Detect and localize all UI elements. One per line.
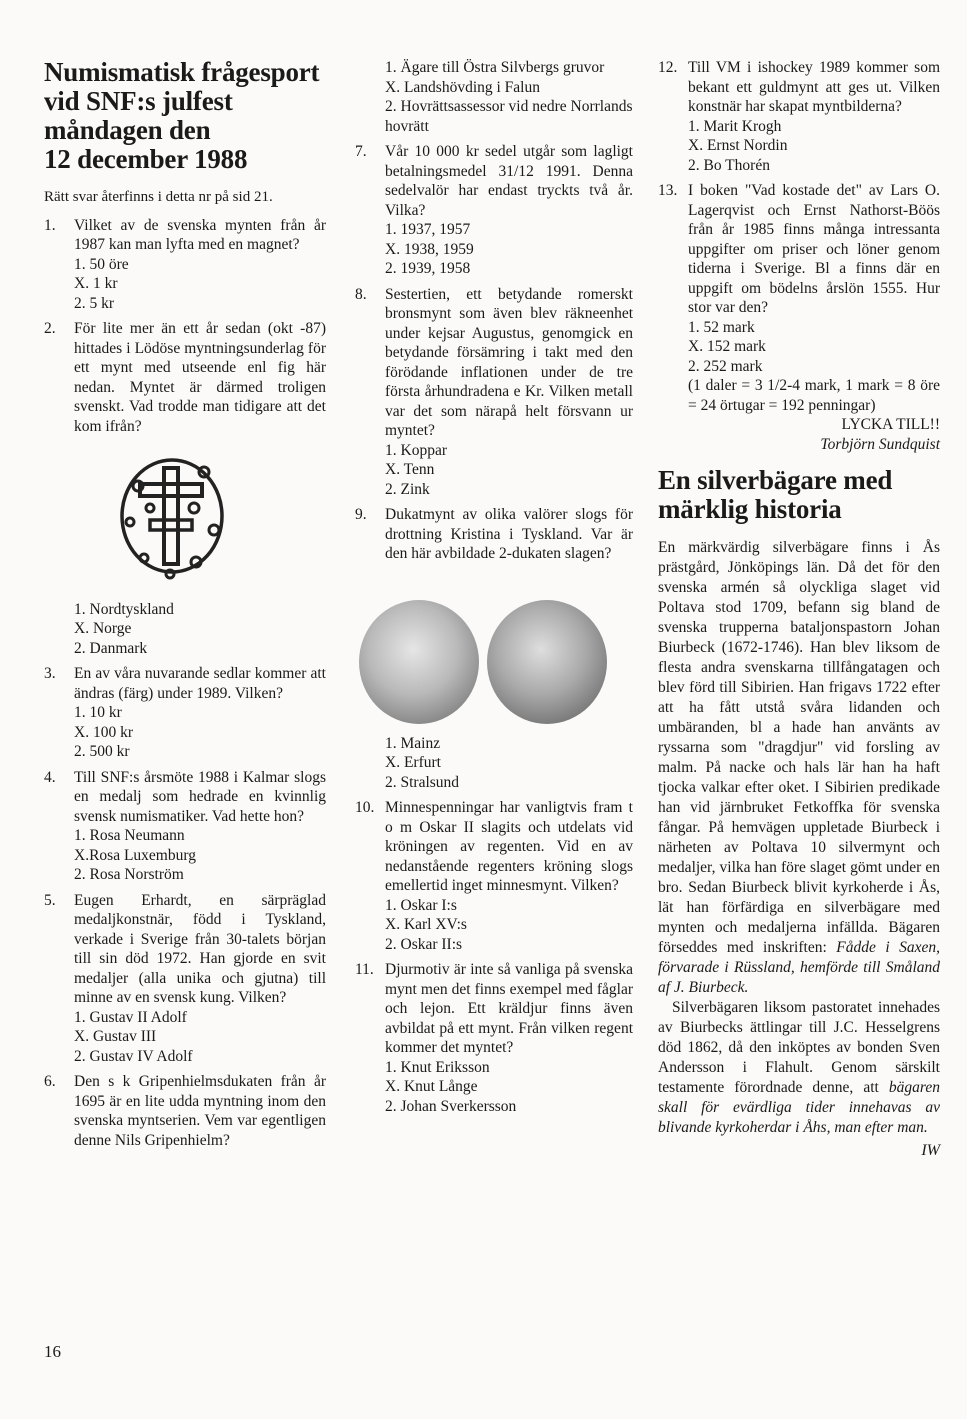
question-2 xyxy=(44,319,326,658)
answer-option: 2. 252 mark xyxy=(688,357,763,375)
question-number: 13. xyxy=(658,182,678,199)
answer-option: 2. Danmark xyxy=(74,639,148,657)
article-signature: IW xyxy=(921,1142,940,1159)
answer-option: 1. Mainz xyxy=(385,734,441,752)
paragraph-text: Silverbägaren liksom pastoratet innehades av Biurbecks ättlingar till J.C. Hesselgrens död 1862, då den inköptes av bonden Sven Andersson i Flahult. Genom särskilt testamente förordnade denne, att xyxy=(658,999,940,1096)
question-number: 3. xyxy=(44,665,56,682)
article-title xyxy=(44,58,326,174)
answer-option: 1. 1937, 1957 xyxy=(385,221,471,238)
question-5 xyxy=(44,891,326,1067)
article-paragraph xyxy=(658,998,940,1138)
column-middle xyxy=(355,58,633,1122)
article-title xyxy=(658,466,940,524)
question-4 xyxy=(44,768,326,885)
question-12 xyxy=(658,58,940,175)
answer-option: 1. Koppar xyxy=(385,441,447,459)
question-1 xyxy=(44,216,326,314)
answer-option: 2. Johan Sverkersson xyxy=(385,1097,517,1115)
title-line: Numismatisk frågesport xyxy=(44,57,320,87)
testament-text: bägaren skall för evärdliga tider innehavas av blivande kyrkoherdar i Åhs, man efter man. xyxy=(658,1079,940,1136)
question-text: I boken "Vad kostade det" av Lars O. Lagerqvist och Ernst Nathorst-Böös från år 1985 finns många intressanta uppgifter om priser och löner genom tiderna i Sverige. Bl a finns där en uppgift om bödelns årslön 1555. Hur stor var den? xyxy=(688,182,940,316)
answer-option: X. Landshövding i Falun xyxy=(385,78,540,96)
answer-option: 1. Ägare till Östra Silvbergs gruvor xyxy=(385,59,605,76)
question-11 xyxy=(355,960,633,1116)
title-line: märklig historia xyxy=(658,494,842,524)
question-number: 8. xyxy=(355,285,367,303)
question-text: Den s k Gripenhielmsdukaten från år 1695 är en lite udda myntning inom den svenska myntserien. Vem var egentligen denne Nils Gripenhielm? xyxy=(74,1073,326,1149)
question-text: Vilket av de svenska mynten från år 1987 kan man lyfta med en magnet? xyxy=(74,216,326,253)
question-13 xyxy=(658,181,940,454)
answer-option: 2. Bo Thorén xyxy=(688,156,770,174)
answer-option: X.Rosa Luxemburg xyxy=(74,846,196,864)
title-line: 12 december 1988 xyxy=(44,144,248,174)
answer-option: 2. Zink xyxy=(385,480,430,498)
answer-option: 2. 500 kr xyxy=(74,743,130,760)
question-10 xyxy=(355,798,633,954)
question-text: För lite mer än ett år sedan (okt -87) hittades i Lödöse myntningsunderlag för ett mynt med utseende enl fig här nedan. Myntet är därmed troligen svenskt. Vad trodde man tidigare att det kom ifrån? xyxy=(74,320,326,435)
ducat-reverse-image xyxy=(487,600,607,724)
answer-option: 1. 52 mark xyxy=(688,318,755,336)
answer-option: 2. Gustav IV Adolf xyxy=(74,1047,193,1065)
question-text: Djurmotiv är inte så vanliga på svenska mynt men det finns exempel med fåglar och lejon. Ett kräldjur finns även avbildat på ett mynt. Från vilken regent kommer det myntet? xyxy=(385,961,633,1056)
answer-option: X. Norge xyxy=(74,620,132,637)
answer-option: X. Gustav III xyxy=(74,1028,157,1045)
question-text: Eugen Erhardt, en särpräglad medaljkonstnär, född i Tyskland, verkade i Sverige från 30-talets början till sin död 1972. Han gjorde en svit medaljer (alla unika och gjutna) till minne av en svensk kung. Vilken? xyxy=(74,891,326,1006)
answer-option: X. Erfurt xyxy=(385,754,441,771)
title-line: måndagen den xyxy=(44,115,211,145)
question-number: 4. xyxy=(44,768,56,786)
question-8 xyxy=(355,285,633,500)
answer-option: X. Knut Långe xyxy=(385,1078,478,1095)
answer-option: 1. 10 kr xyxy=(74,704,122,721)
answer-option: X. Tenn xyxy=(385,461,435,478)
question-text: Sestertien, ett betydande romerskt bronsmynt som även blev räkneenhet under kejsar Augustus, genomgick en betydande försämring i takt med den förödande inflationen under de tre första århundradena e Kr. Vilken metall var det som närapå helt försvann ur myntet? xyxy=(385,285,633,439)
answer-option: X. 100 kr xyxy=(74,723,133,741)
quiz-author: Torbjörn Sundquist xyxy=(820,435,940,453)
question-number: 5. xyxy=(44,891,56,909)
answer-option: 1. Nordtyskland xyxy=(74,600,174,618)
answer-option: 2. Rosa Norström xyxy=(74,866,184,883)
question-text: Till VM i ishockey 1989 kommer som bekant ett guldmynt att ges ut. Vilken konstnär har skapat myntbilderna? xyxy=(688,59,940,115)
answer-option: X. Ernst Nordin xyxy=(688,137,788,154)
column-right xyxy=(658,58,940,1160)
paragraph-text: En märkvärdig silverbägare finns i Ås prästgård, Jönköpings län. Då det för den svenska armén så olyckliga slaget vid Poltava stod 1709, befann sig bland de svenska trupperna bataljonspastorn Johan Biurbeck (1672-1746). Han blev liksom de flesta andra svenskarna tillfångatagen och blev förd till Sibirien. Han frigavs 1722 efter att ha fått utstå svåra lidanden och umbäranden, bl a hade han använts av ryssarna som "dragdjur" vid forsling av malm. På nacke och hals lär han ha haft tjocka valkar efter oket. I Sibirien predikade han vid järnbruket Fetkoffka för svenska fångar. På hemvägen uppletade Biurbeck i närheten av Poltava 10 silvermynt och medaljer, vilka han före slaget gömt under en bro. Sedan Biurbeck blivit kyrkoherde i Ås, lät han förfärdiga en silverbägare med mynten och medaljerna infällda. Bägaren förseddes med inskriften: xyxy=(658,539,940,956)
question-number: 2. xyxy=(44,320,56,337)
question-number: 1. xyxy=(44,216,56,234)
answer-option: 2. Oskar II:s xyxy=(385,935,463,953)
title-line: vid SNF:s julfest xyxy=(44,86,233,116)
answer-option: X. 152 mark xyxy=(688,338,766,355)
answer-option: X. Karl XV:s xyxy=(385,916,467,933)
question-6 xyxy=(44,1072,326,1150)
question-9 xyxy=(355,505,633,564)
question-text: En av våra nuvarande sedlar kommer att ändras (färg) under 1989. Vilken? xyxy=(74,665,326,702)
question-6-options xyxy=(355,58,633,136)
answer-option: 2. Hovrättsassessor vid nedre Norrlands hovrätt xyxy=(385,98,633,135)
answer-option: 2. 5 kr xyxy=(74,294,115,312)
inscription-text: Fådde i Saxen, förvarade i Rüssland, hemförde till Småland af J. Biurbeck. xyxy=(658,939,941,996)
question-text: Till SNF:s årsmöte 1988 i Kalmar slogs en medalj som hedrade en kvinnlig svensk numismatiker. Vad hette hon? xyxy=(74,768,326,825)
question-number: 7. xyxy=(355,143,367,160)
answer-option: 1. Rosa Neumann xyxy=(74,827,185,844)
question-9-options xyxy=(355,734,633,793)
question-7 xyxy=(355,142,633,279)
currency-note: (1 daler = 3 1/2-4 mark, 1 mark = 8 öre = 24 örtugar = 192 penningar) xyxy=(688,377,940,414)
answer-option: X. 1938, 1959 xyxy=(385,240,474,258)
question-number: 10. xyxy=(355,799,375,816)
question-text: Dukatmynt av olika valörer slogs för drottning Kristina i Tyskland. Var är den här avbildade 2-dukaten slagen? xyxy=(385,506,633,562)
answer-option: 1. 50 öre xyxy=(74,255,129,273)
question-number: 12. xyxy=(658,59,678,76)
ducat-obverse-image xyxy=(359,600,479,724)
coin-cross-figure xyxy=(114,450,234,580)
page-number: 16 xyxy=(44,1342,61,1361)
answer-option: 2. 1939, 1958 xyxy=(385,260,471,277)
question-3 xyxy=(44,664,326,762)
question-text: Minnespenningar har vanligtvis fram t o m Oskar II slagits och utdelats vid kröningen av regenten. Vid en av nedanstående regenters kröning slogs emellertid inget minnesmynt. Vilken? xyxy=(385,799,633,894)
question-number: 9. xyxy=(355,506,367,523)
column-left xyxy=(44,58,326,1156)
answer-option: 2. Stralsund xyxy=(385,773,460,791)
closing-line: LYCKA TILL!! xyxy=(841,416,940,433)
answer-option: 1. Oskar I:s xyxy=(385,896,457,914)
quiz-intro: Rätt svar återfinns i detta nr på sid 21. xyxy=(44,189,273,205)
answer-option: 1. Gustav II Adolf xyxy=(74,1008,187,1026)
answer-option: 1. Marit Krogh xyxy=(688,117,782,135)
title-line: En silverbägare med xyxy=(658,465,893,495)
article-paragraph xyxy=(658,538,940,998)
ducat-coin-images xyxy=(359,600,633,724)
question-number: 6. xyxy=(44,1073,56,1090)
question-number: 11. xyxy=(355,961,374,978)
question-text: Vår 10 000 kr sedel utgår som lagligt betalningsmedel 31/12 1991. Denna sedelvalör har endast tryckts två år. Vilka? xyxy=(385,143,633,219)
answer-option: 1. Knut Eriksson xyxy=(385,1058,490,1076)
answer-option: X. 1 kr xyxy=(74,275,118,292)
